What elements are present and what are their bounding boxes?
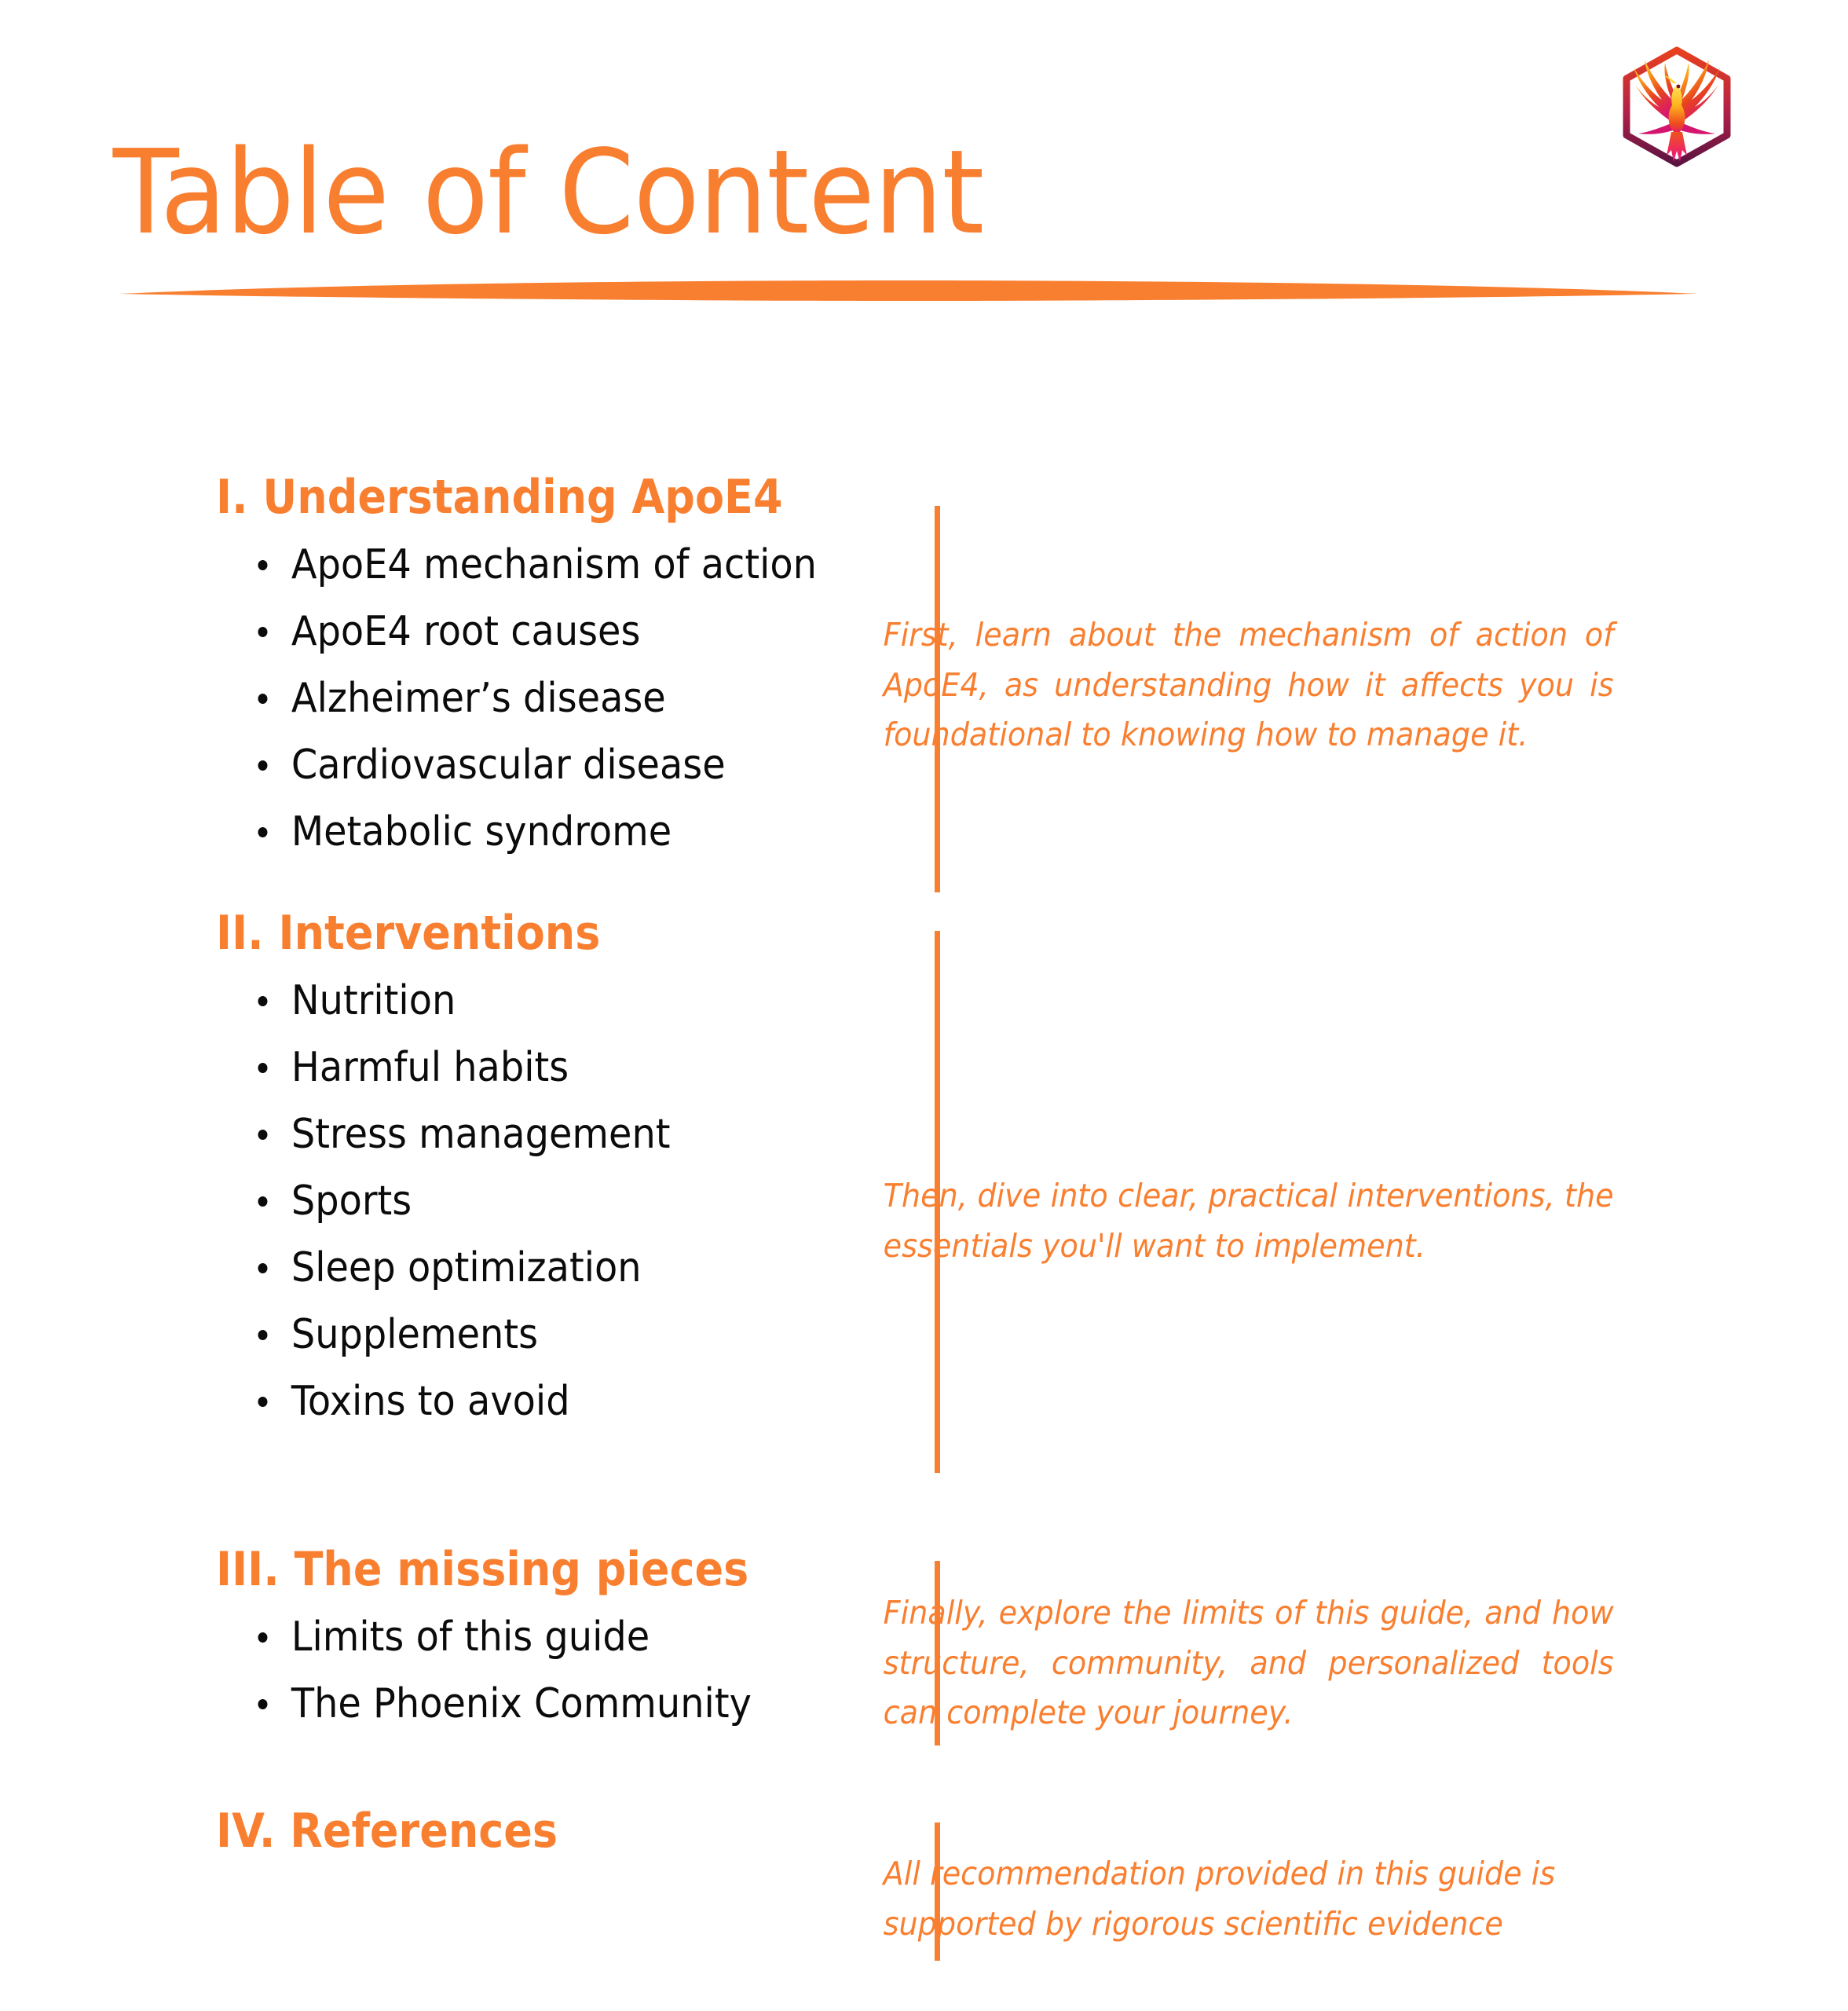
list-item[interactable] [254,1311,800,1359]
bullet-icon [258,560,268,570]
page-title: Table of Content [112,125,984,260]
bullet-icon [258,1263,268,1273]
bullet-icon [258,996,268,1006]
list-item-label: Limits of this guide [291,1614,650,1661]
list-item[interactable] [254,1614,800,1661]
bullet-icon [258,1397,268,1407]
bullet-icon [258,827,268,837]
list-item[interactable] [254,541,817,589]
list-item-label: Sleep optimization [291,1244,642,1292]
list-item[interactable] [254,675,800,723]
list-item[interactable] [254,1178,800,1225]
section-heading-1[interactable]: I. Understanding ApoE4 [216,470,783,525]
list-item[interactable] [254,1378,800,1426]
bullet-icon [258,1699,268,1709]
list-item[interactable] [254,808,800,856]
title-block [110,125,1744,305]
toc-section-3-right [848,1544,1848,1783]
section-note-1: First, learn about the mechanism of action of ApoE4, as understanding how it affects you is foundational to knowing how to manage it. [883,615,1614,754]
list-item-label: Toxins to avoid [291,1378,570,1426]
bullet-icon [258,1130,268,1140]
list-item[interactable] [254,608,800,656]
section-note-4: All recommendation provided in this guide is supported by rigorous scientific evidence [883,1855,1556,1943]
list-item[interactable] [254,1044,800,1092]
toc-section-4-left [0,1805,848,1994]
toc-section-4-right [848,1805,1848,1994]
toc-section-1-left [0,471,848,899]
bullet-icon [258,627,268,637]
table-of-contents [0,471,1848,1994]
bullet-icon [258,1632,268,1643]
list-item-label: Supplements [291,1311,539,1359]
bullet-icon [258,694,268,704]
section-list-2 [216,977,848,1426]
section-list-1 [216,541,848,856]
section-list-3 [216,1614,848,1728]
section-note-2: Then, dive into clear, practical interventions, the essentials you'll want to implement. [883,1177,1614,1265]
toc-section-3-left [0,1544,848,1783]
toc-section-2-right [848,907,1848,1536]
list-item[interactable] [254,1680,800,1728]
bullet-icon [258,1330,268,1340]
list-item[interactable] [254,977,800,1025]
list-item[interactable] [254,742,800,789]
list-item-label: Harmful habits [291,1044,569,1092]
list-item-label: Cardiovascular disease [291,742,726,789]
list-item[interactable] [254,1244,800,1292]
toc-section-3 [0,1544,1848,1783]
list-item-label: ApoE4 root causes [291,608,641,656]
toc-section-1 [0,471,1848,899]
section-heading-2[interactable]: II. Interventions [216,906,601,961]
bullet-icon [258,1063,268,1073]
bullet-icon [258,1196,268,1207]
list-item-label: ApoE4 mechanism of action [291,541,817,589]
toc-section-2-left [0,907,848,1536]
section-note-3: Finally, explore the limits of this guide, and how structure, community, and personalized tools can complete your journey. [883,1593,1614,1732]
list-item-label: Sports [291,1178,412,1225]
toc-section-1-right [848,471,1848,899]
list-item[interactable] [254,1111,800,1159]
toc-section-4 [0,1805,1848,1994]
list-item-label: Alzheimer’s disease [291,675,666,723]
list-item-label: Stress management [291,1111,671,1159]
bullet-icon [258,760,268,771]
list-item-label: The Phoenix Community [291,1680,752,1728]
section-heading-4[interactable]: IV. References [216,1804,558,1859]
list-item-label: Metabolic syndrome [291,808,672,856]
list-item-label: Nutrition [291,977,456,1025]
section-heading-3[interactable]: III. The missing pieces [216,1542,749,1597]
title-underline-swoosh [119,280,1698,301]
toc-section-2 [0,907,1848,1536]
